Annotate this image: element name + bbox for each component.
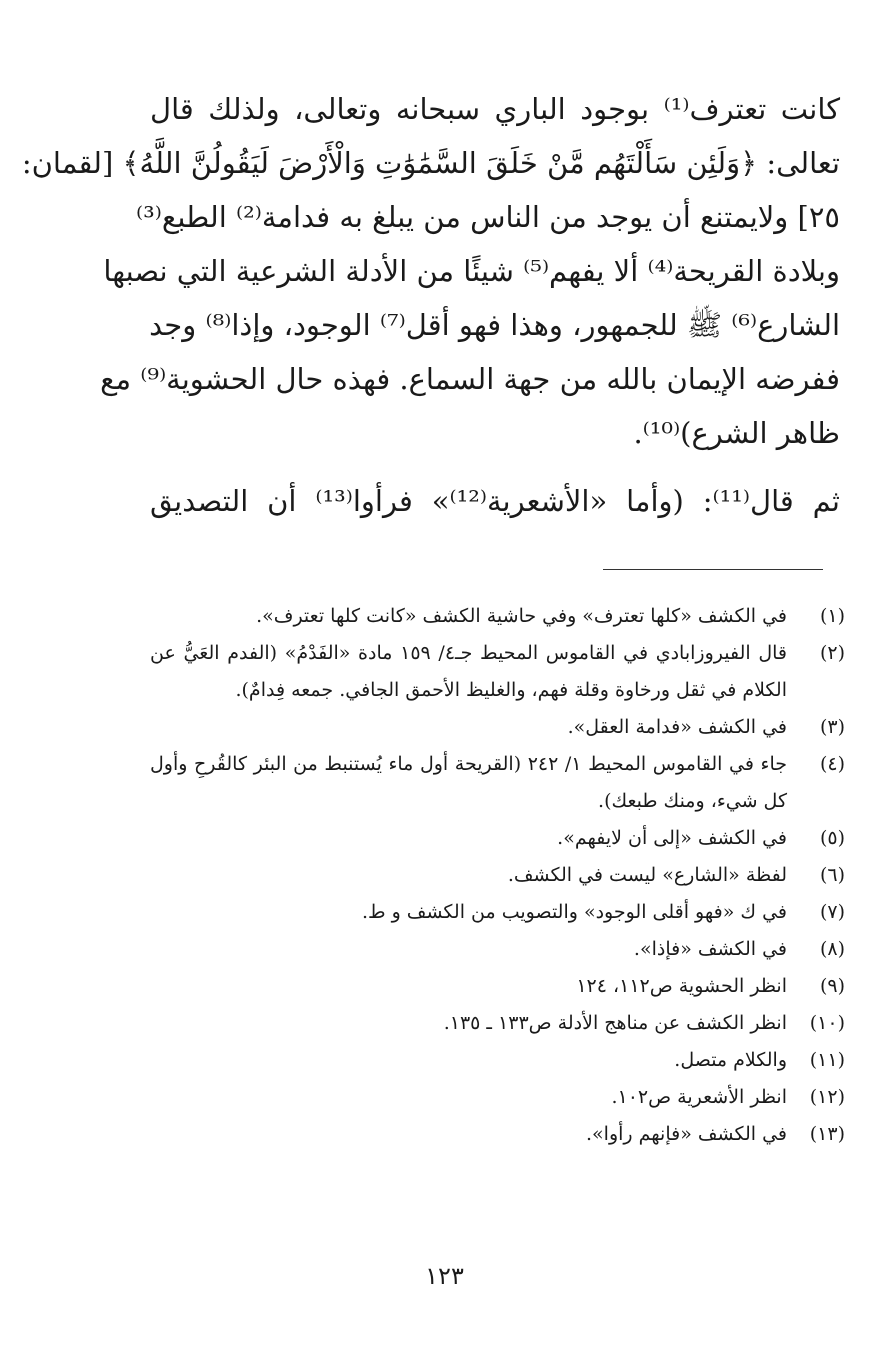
footnote-number: (٤) [819, 753, 845, 775]
footnote-text: في ك «فهو أقلى الوجود» والتصويب من الكشف و ط. [361, 901, 787, 923]
body-line-2: تعالى: ﴿وَلَئِن سَأَلْتَهُم مَّنْ خَلَقَ السَّمَٰوَٰتِ وَالْأَرْضَ لَيَقُولُنَّ اللَّهُ﴾ [لقمان: [21, 146, 840, 180]
body-line-5: الشارع⁽⁶⁾ ﷺ للجمهور، وهذا فهو أقل⁽⁷⁾ الوجود، وإذا⁽⁸⁾ وجد [149, 308, 840, 342]
footnote-text: في الكشف «فدامة العقل». [567, 716, 787, 738]
footnote-text: في الكشف «فإذا». [633, 938, 787, 960]
footnote-text: انظر الكشف عن مناهج الأدلة ص١٣٣ ـ ١٣٥. [443, 1012, 787, 1034]
footnote-number: (٥) [819, 827, 845, 849]
footnote [150, 968, 845, 1005]
body-line-6: ففرضه الإيمان بالله من جهة السماع. فهذه حال الحشوية⁽⁹⁾ مع [100, 362, 840, 396]
footnote-number: (٩) [819, 975, 845, 997]
footnote-text: انظر الأشعرية ص١٠٢. [611, 1086, 787, 1108]
footnote-text: جاء في القاموس المحيط ١/ ٢٤٢ (القريحة أول ماء يُستنبط من البئر كالقُرحِ وأول كل شيء، ومنك طبعك). [150, 753, 787, 812]
footnote-text: انظر الحشوية ص١١٢، ١٢٤ [576, 975, 787, 997]
footnote [150, 857, 845, 894]
footnote-number: (١٠) [809, 1012, 845, 1034]
page-number: ١٢٣ [425, 1262, 464, 1290]
footnote [150, 709, 845, 746]
footnote-separator [603, 569, 823, 570]
body-line-1: كانت تعترف⁽¹⁾ بوجود الباري سبحانه وتعالى، ولذلك قال [150, 92, 840, 126]
footnote [150, 1079, 845, 1116]
footnote-text: في الكشف «كلها تعترف» وفي حاشية الكشف «كانت كلها تعترف». [256, 605, 787, 627]
footnote [150, 598, 845, 635]
footnote [150, 931, 845, 968]
footnote-number: (١١) [809, 1049, 845, 1071]
footnote-number: (٦) [819, 864, 845, 886]
paragraph-2-line: ثم قال⁽¹¹⁾: (وأما «الأشعرية⁽¹²⁾» فرأوا⁽¹³⁾ أن التصديق [150, 484, 841, 518]
main-body-text [21, 82, 841, 528]
footnote-number: (١٣) [809, 1123, 845, 1145]
footnote [150, 746, 845, 820]
body-line-3: ٢٥] ولايمتنع أن يوجد من الناس من يبلغ به فدامة⁽²⁾ الطبع⁽³⁾ [136, 200, 840, 234]
footnote-number: (١) [819, 605, 845, 627]
footnote-number: (٢) [819, 642, 845, 664]
footnote-number: (٨) [819, 938, 845, 960]
footnote [150, 820, 845, 857]
body-line-7: ظاهر الشرع)⁽¹⁰⁾. [633, 416, 840, 450]
footnote [150, 1005, 845, 1042]
body-line-4: وبلادة القريحة⁽⁴⁾ ألا يفهم⁽⁵⁾ شيئًا من الأدلة الشرعية التي نصبها [103, 254, 840, 288]
footnote-text: لفظة «الشارع» ليست في الكشف. [507, 864, 787, 886]
footnote-number: (٣) [819, 716, 845, 738]
footnote-number: (١٢) [809, 1086, 845, 1108]
footnote-text: في الكشف «فإنهم رأوا». [586, 1123, 787, 1145]
footnotes-list [150, 598, 845, 1153]
footnote [150, 635, 845, 709]
footnote-text: في الكشف «إلى أن لايفهم». [557, 827, 787, 849]
footnote-number: (٧) [819, 901, 845, 923]
footnote [150, 894, 845, 931]
footnote-text: والكلام متصل. [674, 1049, 787, 1071]
footnote-text: قال الفيروزابادي في القاموس المحيط جـ٤/ ١٥٩ مادة «الفَدْمُ» (الفدم العَيُّ عن الكلام في ثقل ورخاوة وقلة فهم، والغليظ الأحمق الجافي. جمعه فِدامٌ). [150, 642, 787, 701]
footnote [150, 1116, 845, 1153]
footnote [150, 1042, 845, 1079]
